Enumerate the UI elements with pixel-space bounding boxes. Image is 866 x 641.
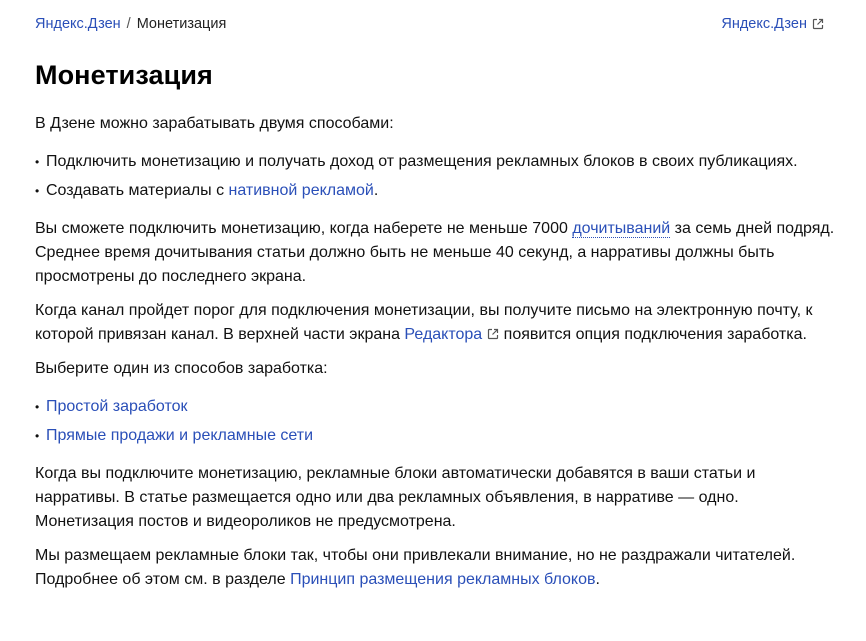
breadcrumb-separator: /: [126, 16, 131, 32]
list-item: [35, 150, 835, 174]
list-item: [35, 424, 835, 448]
placement-suffix: .: [595, 571, 600, 588]
options-list: [35, 395, 835, 448]
direct-sales-link[interactable]: Прямые продажи и рекламные сети: [46, 427, 314, 444]
external-link-icon: [812, 18, 824, 30]
breadcrumb: [35, 16, 226, 32]
way-native-prefix: Создавать материалы с: [46, 182, 229, 199]
email-prefix: Когда канал пройдет порог для подключения монетизации, вы получите письмо на электронную почту, к которой привязан канал. В верхней части экрана: [35, 302, 813, 343]
ads-info-paragraph: Когда вы подключите монетизацию, рекламные блоки автоматически добавятся в ваши статьи и нарративы. В статье размещается одно или два рекламных объявления, в нарративе — одно. Монетизация постов и видеороликов не предусмотрена.: [35, 465, 756, 530]
email-suffix: появится опция подключения заработка.: [499, 326, 807, 343]
brand-external-link[interactable]: [721, 16, 824, 32]
page-title: Монетизация: [35, 60, 213, 90]
ways-list: [35, 150, 835, 203]
top-bar: [35, 12, 824, 36]
read-throughs-link[interactable]: дочитываний: [572, 220, 671, 237]
article-body: [35, 112, 835, 602]
way-monetization-text: Подключить монетизацию и получать доход от размещения рекламных блоков в своих публикациях.: [46, 153, 798, 170]
simple-earning-link[interactable]: Простой заработок: [46, 398, 188, 415]
breadcrumb-home-link[interactable]: Яндекс.Дзен: [35, 16, 121, 32]
brand-link-label: Яндекс.Дзен: [721, 16, 807, 32]
editor-link[interactable]: [404, 326, 499, 343]
intro-paragraph: В Дзене можно зарабатывать двумя способами:: [35, 115, 394, 132]
threshold-prefix: Вы сможете подключить монетизацию, когда наберете не меньше 7000: [35, 220, 573, 237]
editor-link-label: Редактора: [404, 326, 483, 343]
email-paragraph: [35, 299, 835, 347]
list-item: [35, 395, 835, 419]
list-item: [35, 179, 835, 203]
choose-paragraph: Выберите один из способов заработка:: [35, 360, 328, 377]
breadcrumb-current: Монетизация: [136, 16, 227, 32]
placement-paragraph: [35, 544, 835, 592]
threshold-suffix: за семь дней подряд. Среднее время дочитывания статьи должно быть не меньше 40 секунд, а нарративы должны быть просмотрены до последнего экрана.: [35, 220, 835, 285]
placement-principle-link[interactable]: Принцип размещения рекламных блоков: [290, 571, 596, 588]
external-link-icon: [487, 328, 499, 340]
threshold-paragraph: [35, 217, 835, 289]
native-ads-link[interactable]: нативной рекламой: [228, 182, 374, 199]
way-native-suffix: .: [373, 182, 379, 199]
placement-prefix: Мы размещаем рекламные блоки так, чтобы они привлекали внимание, но не раздражали читателей. Подробнее об этом см. в разделе: [35, 547, 796, 588]
